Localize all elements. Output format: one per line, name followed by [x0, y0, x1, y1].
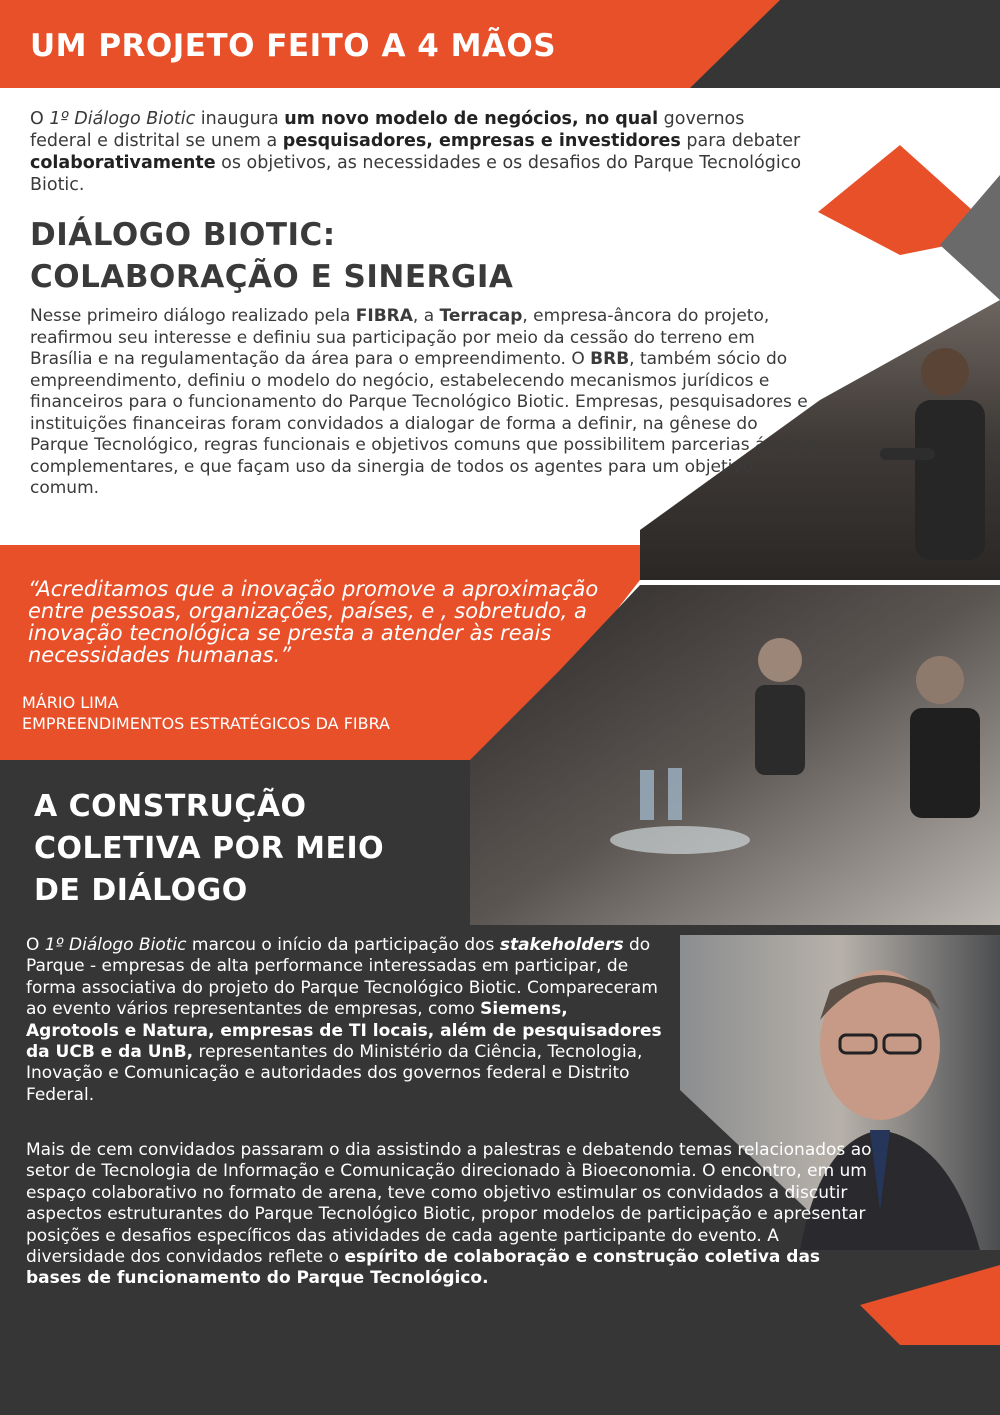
body-text: O	[26, 935, 45, 955]
title-line: COLETIVA POR MEIO	[34, 831, 385, 866]
intro-highlight: um novo modelo de negócios, no qual	[284, 109, 659, 129]
body-text: , a	[412, 306, 440, 326]
body-text: Nesse primeiro diálogo realizado pela	[30, 306, 356, 326]
body-text: , empresa-âncora do projeto, reafirmou seu interesse e definiu sua participação por meio da cessão do terreno em Brasília e na regulamentação da área para o empreendimento. O	[30, 306, 770, 369]
intro-text: inaugura	[195, 109, 285, 129]
body-highlight: espírito de colaboração e construção coletiva das bases de funcionamento do Parque Tecnológico.	[26, 1247, 821, 1289]
intro-text: os objetivos, as necessidades e os desafios do Parque Tecnológico Biotic.	[30, 153, 802, 195]
body-highlight: stakeholders	[499, 935, 624, 955]
body-highlight: BRB	[590, 349, 630, 369]
section2-paragraph-1	[26, 935, 666, 1106]
title-line: A CONSTRUÇÃO	[34, 789, 307, 824]
section-title-dialogo-biotic	[30, 214, 513, 298]
section-title-construcao-coletiva	[34, 786, 384, 912]
intro-text: O	[30, 109, 50, 129]
intro-event-name: 1º Diálogo Biotic	[49, 109, 196, 129]
body-text: do Parque - empresas de alta performance interessadas em participar, de forma associativa do projeto do Parque Tecnológico Biotic. Compareceram ao evento vários representantes de empresas, como	[26, 935, 658, 1020]
body-highlight: Siemens, Agrotools e Natura, empresas de TI locais, além de pesquisadores da UCB e da UnB,	[26, 999, 662, 1063]
speaker-photo	[860, 330, 1000, 580]
body-highlight: Terracap	[439, 306, 523, 326]
event-name: 1º Diálogo Biotic	[44, 935, 187, 955]
intro-text: governos federal e distrital se unem a	[30, 109, 745, 151]
body-text: marcou o início da participação dos	[186, 935, 500, 955]
intro-paragraph	[30, 108, 810, 196]
page-header-title: UM PROJETO FEITO A 4 MÃOS	[30, 28, 557, 64]
body-text: representantes do Ministério da Ciência, Tecnologia, Inovação e Comunicação e autoridades dos governos federal e Distrito Federal.	[26, 1042, 643, 1105]
title-line: DIÁLOGO BIOTIC:	[30, 217, 336, 253]
body-text: , também sócio do empreendimento, definiu o modelo do negócio, estabelecendo mecanismos jurídicos e financeiros para o funcionamento do Parque Tecnológico Biotic. Empresas, pesquisadores e instituições financeiras foram convidados a dialogar de forma a definir, na gênese do Parque Tecnológico, regras funcionais e objetivos comuns que possibilitem parcerias ágeis e complementares, e que façam uso da sinergia de todos os agentes para um objetivo comum.	[30, 349, 817, 498]
intro-highlight: pesquisadores, empresas e investidores	[282, 131, 681, 151]
title-line: COLABORAÇÃO E SINERGIA	[30, 259, 514, 295]
intro-highlight: colaborativamente	[30, 153, 216, 173]
intro-text: para debater	[680, 131, 801, 151]
pull-quote: “Acreditamos que a inovação promove a aproximação entre pessoas, organizações, países, e , sobretudo, a inovação tecnológica se presta a atender às reais necessidades humanas.”	[28, 577, 599, 667]
section2-paragraph-2	[26, 1140, 876, 1290]
body-highlight: FIBRA	[355, 306, 413, 326]
author-name: MÁRIO LIMA	[22, 693, 119, 712]
title-line: DE DIÁLOGO	[34, 873, 248, 908]
section1-paragraph	[30, 306, 820, 500]
author-role: EMPREENDIMENTOS ESTRATÉGICOS DA FIBRA	[22, 714, 390, 733]
quote-author	[22, 692, 390, 734]
body-text: Mais de cem convidados passaram o dia assistindo a palestras e debatendo temas relacionados ao setor de Tecnologia de Informação e Comunicação direcionado à Bioeconomia. O encontro, em um espaço colaborativo no formato de arena, teve como objetivo estimular os convidados a discutir aspectos estruturantes do Parque Tecnológico Biotic, propor modelos de participação e apresentar posições e desafios específicos das atividades de cada agente participante do evento. A diversidade dos convidados reflete o	[26, 1140, 872, 1268]
